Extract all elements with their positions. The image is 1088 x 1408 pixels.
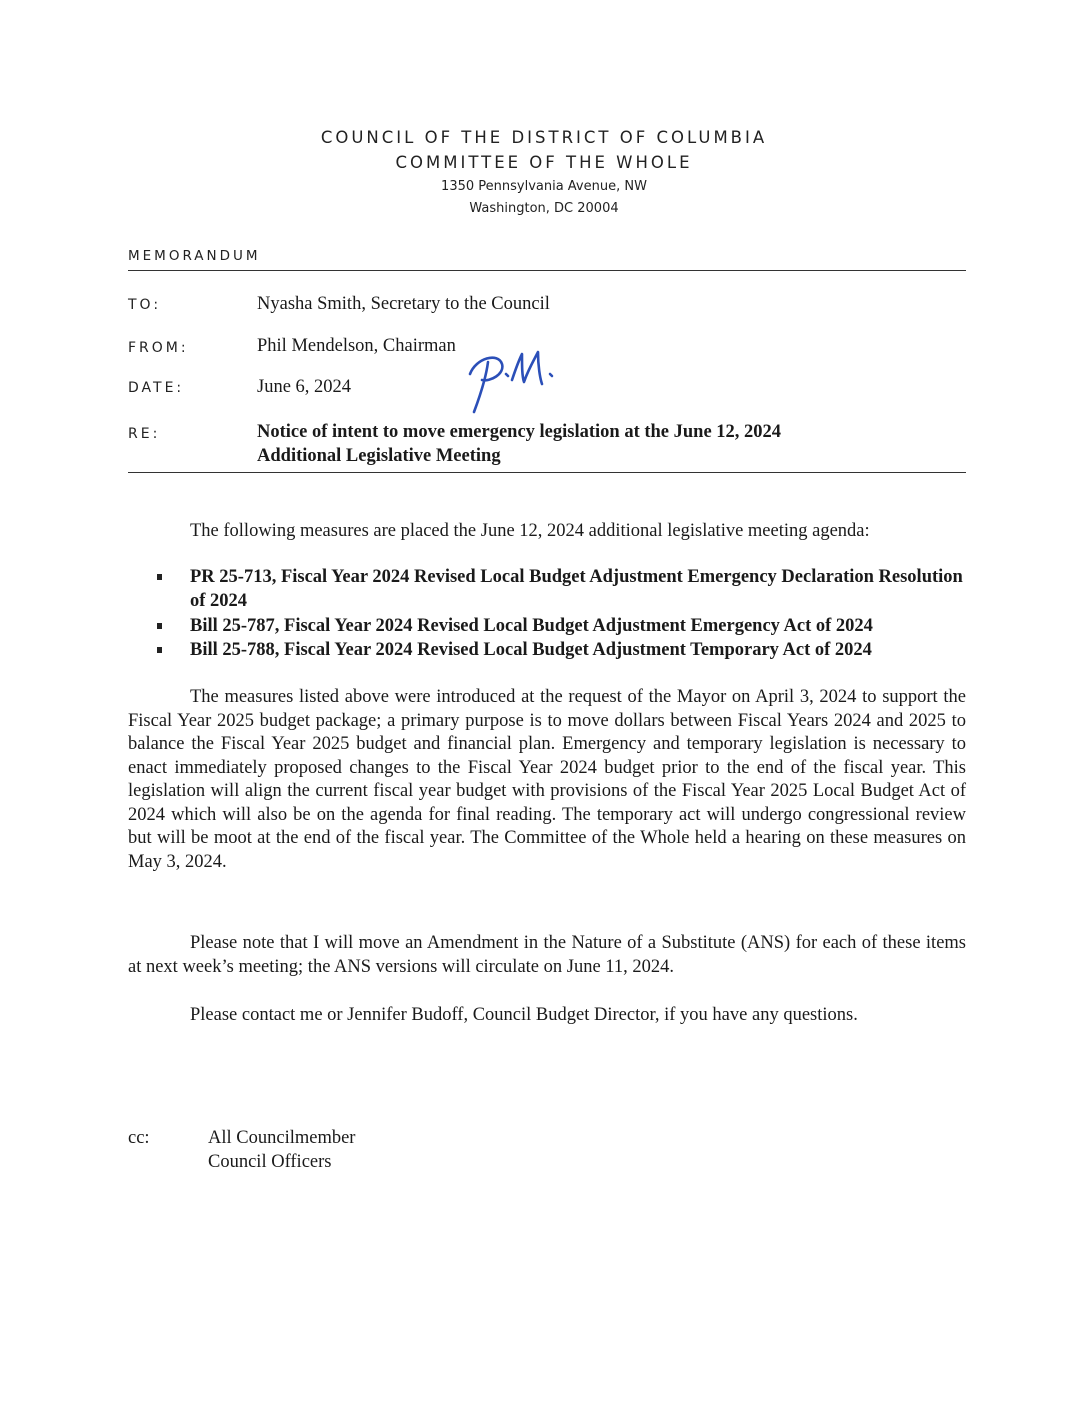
to-value: Nyasha Smith, Secretary to the Council: [257, 294, 550, 314]
header-top-rule: [128, 270, 966, 271]
letterhead-street-address: 1350 Pennsylvania Avenue, NW: [441, 179, 647, 194]
letterhead-city-address: Washington, DC 20004: [469, 201, 619, 216]
date-value: June 6, 2024: [257, 377, 352, 397]
re-subject-line-1: Notice of intent to move emergency legislation at the June 12, 2024: [257, 422, 782, 442]
from-value: Phil Mendelson, Chairman: [257, 336, 456, 356]
measure-bill-25-788: Bill 25-788, Fiscal Year 2024 Revised Local Budget Adjustment Temporary Act of 2024: [190, 639, 872, 660]
letterhead-council-name: COUNCIL OF THE DISTRICT OF COLUMBIA: [320, 128, 768, 147]
memorandum-label: MEMORANDUM: [128, 248, 261, 264]
list-item: [128, 615, 968, 639]
letterhead-committee-name: COMMITTEE OF THE WHOLE: [395, 153, 693, 172]
re-label: RE:: [128, 426, 161, 442]
re-subject: [257, 420, 957, 468]
measure-bill-25-787: Bill 25-787, Fiscal Year 2024 Revised Local Budget Adjustment Emergency Act of 2024: [190, 616, 873, 636]
date-label: DATE:: [128, 380, 185, 396]
intro-paragraph: The following measures are placed the June 12, 2024 additional legislative meeting agenda:: [190, 521, 870, 541]
cc-recipient-officers: Council Officers: [208, 1152, 332, 1172]
measure-pr-25-713: PR 25-713, Fiscal Year 2024 Revised Local Budget Adjustment Emergency Declaration Resolution of 2024: [190, 567, 963, 611]
signature-initials: [456, 344, 566, 416]
from-label: FROM:: [128, 340, 189, 356]
list-item: [128, 566, 968, 613]
re-subject-line-2: Additional Legislative Meeting: [257, 446, 501, 466]
contact-paragraph: Please contact me or Jennifer Budoff, Council Budget Director, if you have any questions.: [190, 1005, 858, 1025]
bullet-icon: [157, 574, 162, 580]
background-paragraph: The measures listed above were introduced at the request of the Mayor on April 3, 2024 to support the Fiscal Year 2025 budget package; a primary purpose is to move dollars between Fiscal Years 2024 and 2025 to balance the Fiscal Year 2025 budget and financial plan. Emergency and temporary legislation is necessary to enact immediately proposed changes to the Fiscal Year 2024 budget prior to the end of the fiscal year. This legislation will align the current fiscal year budget with provisions of the Fiscal Year 2025 Local Budget Act of 2024 which will also be on the agenda for final reading. The temporary act will undergo congressional review but will be moot at the end of the fiscal year. The Committee of the Whole held a hearing on these measures on May 3, 2024.: [128, 687, 966, 872]
header-bottom-rule: [128, 472, 966, 473]
cc-label: cc:: [128, 1128, 150, 1148]
cc-recipient-councilmembers: All Councilmember: [208, 1128, 356, 1148]
to-label: TO:: [128, 297, 162, 313]
bullet-icon: [157, 647, 162, 653]
amendment-paragraph: Please note that I will move an Amendment in the Nature of a Substitute (ANS) for each of these items at next week’s meeting; the ANS versions will circulate on June 11, 2024.: [128, 933, 966, 977]
measures-list: [128, 566, 968, 662]
list-item: [128, 639, 968, 663]
bullet-icon: [157, 623, 162, 629]
